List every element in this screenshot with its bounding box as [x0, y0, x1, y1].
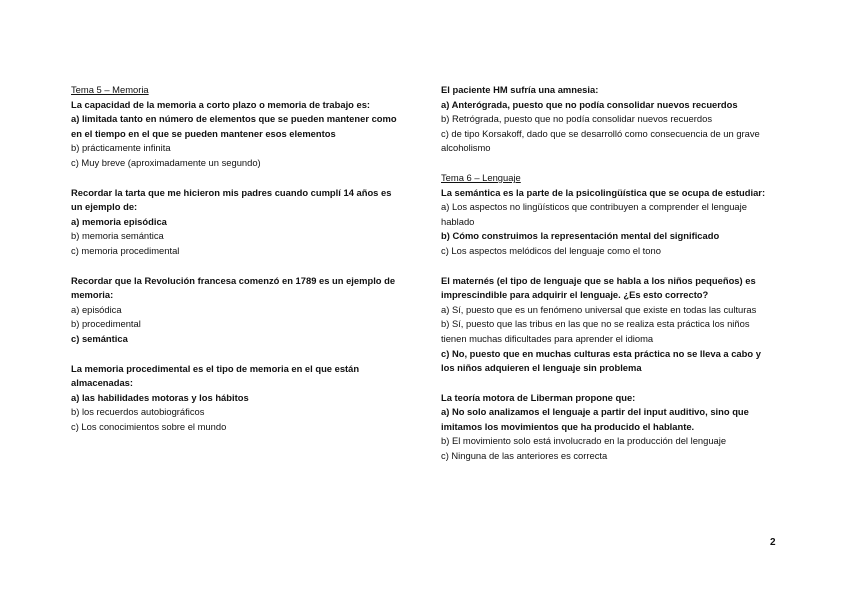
section-heading: Tema 5 – Memoria — [71, 84, 149, 95]
answer-option: c) semántica — [71, 332, 128, 344]
page-number: 2 — [770, 537, 776, 548]
answer-option: b) El movimiento solo está involucrado en la producción del lenguaje — [441, 435, 727, 447]
answer-option: a) episódica — [71, 303, 122, 315]
question-text: La memoria procedimental es el tipo de memoria en el que están almacenadas: — [71, 362, 360, 389]
answer-option: b) prácticamente infinita — [71, 142, 171, 154]
answer-option: c) Los aspectos melódicos del lenguaje como el tono — [441, 244, 661, 256]
answer-option: c) No, puesto que en muchas culturas esta práctica no se lleva a cabo y los niños adquieren el lenguaje sin problema — [441, 347, 761, 374]
question-text: El paciente HM sufría una amnesia: — [441, 84, 599, 95]
question-text: La semántica es la parte de la psicolingüística que se ocupa de estudiar: — [441, 186, 766, 198]
left-column — [71, 83, 401, 449]
answer-option: a) Sí, puesto que es un fenómeno universal que existe en todas las culturas — [441, 303, 757, 315]
question-text: Recordar que la Revolución francesa comenzó en 1789 es un ejemplo de memoria: — [71, 274, 396, 301]
right-column — [441, 83, 776, 479]
question-block — [71, 186, 401, 259]
answer-option: a) las habilidades motoras y los hábitos — [71, 391, 249, 403]
question-block — [441, 83, 776, 156]
answer-option: b) procedimental — [71, 318, 141, 330]
answer-option: b) Cómo construimos la representación mental del significado — [441, 230, 720, 242]
answer-option: c) Muy breve (aproximadamente un segundo) — [71, 156, 261, 168]
answer-option: a) Los aspectos no lingüísticos que contribuyen a comprender el lenguaje hablado — [441, 201, 747, 227]
question-text: Recordar la tarta que me hicieron mis padres cuando cumplí 14 años es un ejemplo de: — [71, 186, 392, 213]
question-block — [71, 83, 401, 171]
question-text: La teoría motora de Liberman propone que: — [441, 391, 636, 403]
answer-option: c) memoria procedimental — [71, 244, 180, 256]
section-heading: Tema 6 – Lenguaje — [441, 171, 521, 183]
answer-option: b) los recuerdos autobiográficos — [71, 406, 205, 418]
question-block — [441, 171, 776, 259]
answer-option: a) memoria episódica — [71, 215, 167, 227]
question-block — [441, 274, 776, 376]
question-text: La capacidad de la memoria a corto plazo o memoria de trabajo es: — [71, 98, 371, 110]
answer-option: a) limitada tanto en número de elementos que se pueden mantener como en el tiempo en el que se pueden mantener esos elementos — [71, 113, 397, 139]
answer-option: b) Sí, puesto que las tribus en las que no se realiza esta práctica los niños tienen muchas dificultades para aprender el idioma — [441, 318, 750, 344]
answer-option: b) memoria semántica — [71, 230, 164, 242]
answer-option: b) Retrógrada, puesto que no podía consolidar nuevos recuerdos — [441, 113, 713, 125]
answer-option: c) de tipo Korsakoff, dado que se desarrolló como consecuencia de un grave alcoholismo — [441, 127, 760, 154]
answer-option: a) Anterógrada, puesto que no podía consolidar nuevos recuerdos — [441, 98, 738, 110]
question-block — [71, 362, 401, 435]
answer-option: c) Los conocimientos sobre el mundo — [71, 420, 227, 432]
question-text: El maternés (el tipo de lenguaje que se habla a los niños pequeños) es imprescindible para adquirir el lenguaje. ¿Es esto correcto? — [441, 274, 756, 301]
question-block — [71, 274, 401, 347]
answer-option: a) No solo analizamos el lenguaje a partir del input auditivo, sino que imitamos los movimientos que ha producido el hablante. — [441, 406, 749, 432]
question-block — [441, 391, 776, 464]
answer-option: c) Ninguna de las anteriores es correcta — [441, 450, 608, 462]
